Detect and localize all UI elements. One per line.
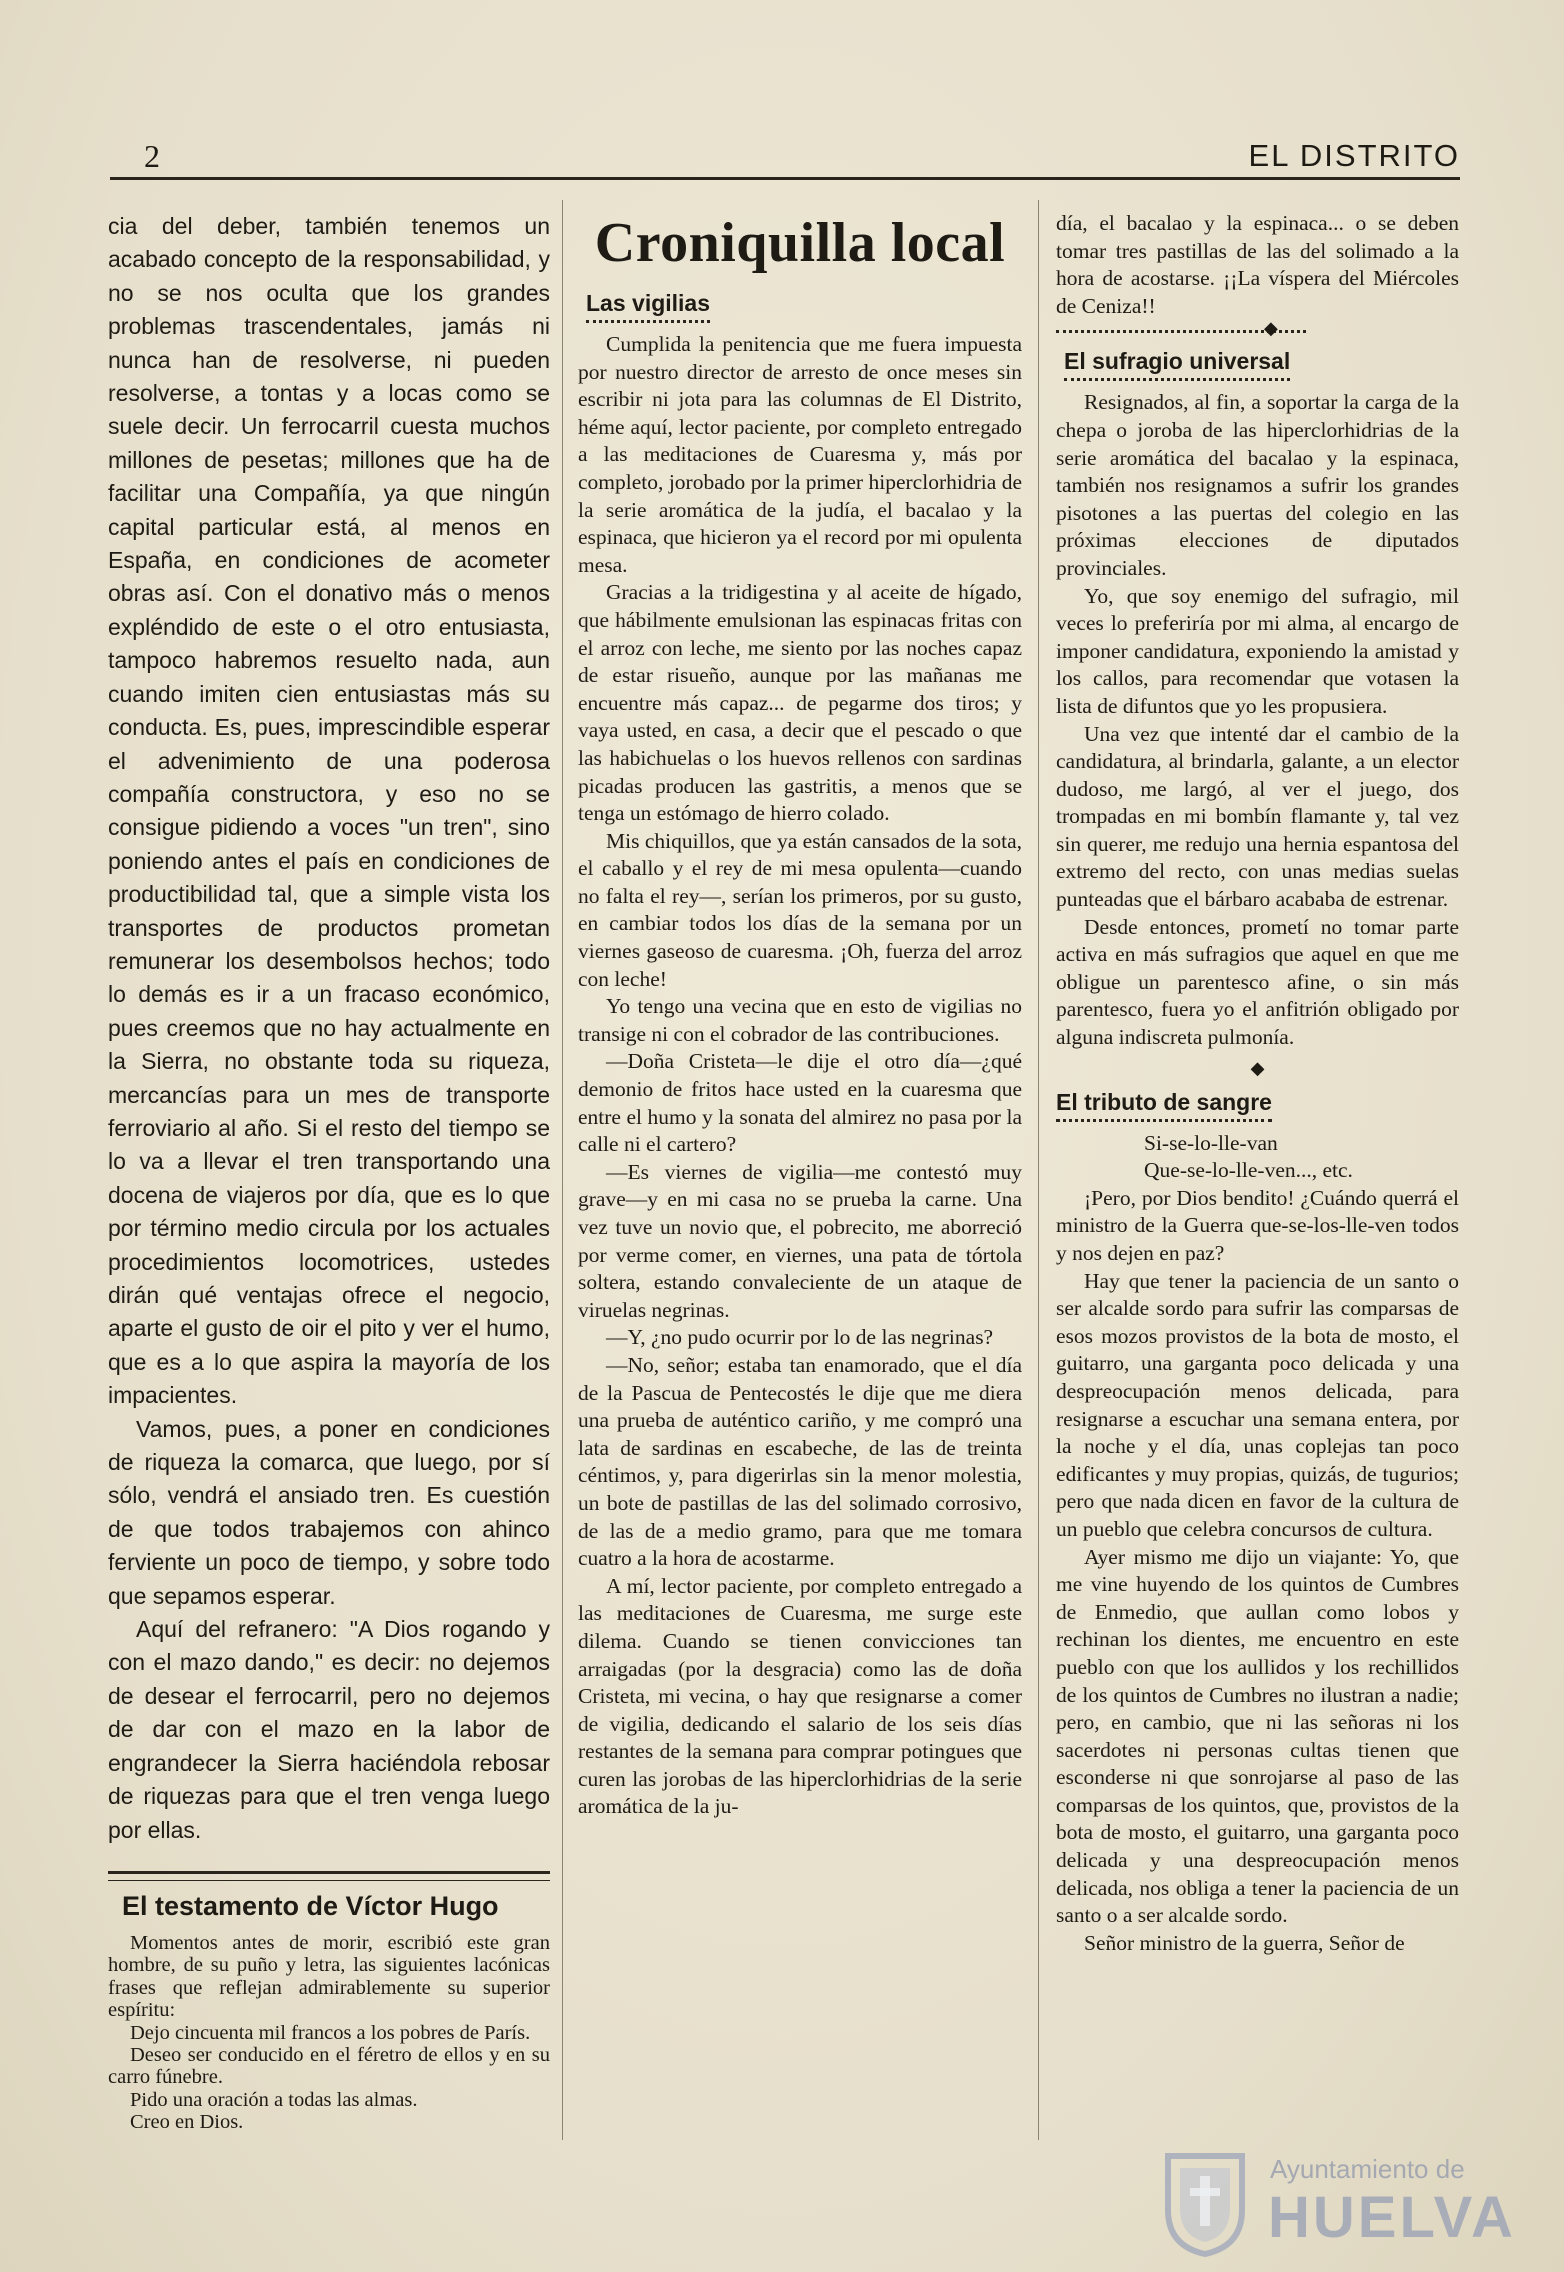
testament-line: Deseo ser conducido en el féretro de ellos y en su carro fúnebre.: [108, 2043, 550, 2089]
subhead-sufragio: El sufragio universal: [1064, 348, 1290, 381]
article-paragraph: Una vez que intenté dar el cambio de la candidatura, al brindarla, galante, a un elector dudoso, me largó, al ver el juego, dos trompadas en mi bombín flamante y, tal vez sin querer, me redujo una hernia espantosa del extremo del recto, con unas medias suelas punteadas que el bárbaro acababa de estrenar.: [1056, 721, 1459, 912]
article-paragraph: Gracias a la tridigestina y al aceite de hígado, que hábilmente emulsionan las espinacas fritas con el arroz con leche, me siento por las noches capaz de estar risueño, aunque por las mañanas me encuentre más capaz... de pegarme dos tiros; y vaya usted, en casa, a decir que el pescado o que las habichuelas o los huevos rellenos con sardinas picadas producen las gastritis, a menos que se tenga un estómago de hierro colado.: [578, 580, 1022, 826]
column-divider: [1038, 200, 1039, 2140]
article-paragraph: A mí, lector paciente, por completo entregado a las meditaciones de Cuaresma, me surge este dilema. Cuando se tienen convicciones tan arraigadas (por la desgracia) como las de doña Cristeta, mi vecina, o hay que resignarse a comer de vigilia, dedicando el salario de los seis días restantes de la semana para comprar potingues que curen las jorobas de las hiperclorhidrias de la serie aromática de la ju-: [578, 1573, 1022, 1819]
page-number: 2: [144, 138, 160, 174]
subhead-tributo: El tributo de sangre: [1056, 1089, 1272, 1122]
diamond-icon: ◆: [1250, 1057, 1265, 1078]
journal-name: EL DISTRITO: [1248, 138, 1460, 173]
article-paragraph: Yo tengo una vecina que en esto de vigilias no transige ni con el cobrador de las contribuciones.: [578, 994, 1022, 1046]
article-paragraph: Desde entonces, prometí no tomar parte activa en más sufragios que aquel en que me obligue un parentesco afine, o sin más parentesco, fuera yo el anfitrión obligado por alguna indiscreta pulmonía.: [1056, 914, 1459, 1050]
watermark-line2: HUELVA: [1268, 2185, 1516, 2250]
testament-title: El testamento de Víctor Hugo: [122, 1890, 499, 1921]
article-paragraph: ¡Pero, por Dios bendito! ¿Cuándo querrá el ministro de la Guerra que-se-los-lle-ven todos y nos dejen en paz?: [1056, 1185, 1459, 1265]
article-paragraph: Ayer mismo me dijo un viajante: Yo, que me vine huyendo de los quintos de Cumbres de Enmedio, que aullan como lobos y rechinan los dientes, me encuentro en este pueblo con que los aullidos y los rechillidos de los quintos de Cumbres no ilustran a nadie; pero, en cambio, que ni las señoras ni los sacerdotes ni personas cultas tienen que esconderse ni que sonrojarse al paso de las comparsas de los quintos, que, provistos de la bota de mosto, el guitarro, una garganta poco delicada y una despreocupación menos delicada, nos obliga a tener la paciencia de un santo o a ser alcalde sordo.: [1056, 1544, 1459, 1928]
testament-line: Creo en Dios.: [130, 2111, 244, 2134]
testament-line: Momentos antes de morir, escribió este gran hombre, de su puño y letra, las siguientes lacónicas frases que reflejan admirablemente su superior espíritu:: [108, 1931, 550, 2022]
article-paragraph: —Doña Cristeta—le dije el otro día—¿qué demonio de fritos hace usted en la cuaresma que entre el humo y la sonata del almirez no pasa por la calle ni el cartero?: [578, 1049, 1022, 1157]
watermark-line1: Ayuntamiento de: [1270, 2154, 1465, 2184]
section-title: Croniquilla local: [594, 212, 1006, 274]
diamond-icon: ◆: [1264, 318, 1278, 339]
subhead-vigilias: Las vigilias: [586, 290, 710, 323]
section-rule: [108, 1871, 550, 1881]
article-paragraph: Resignados, al fin, a soportar la carga de la chepa o joroba de las hiperclorhidrias de la serie aromática del bacalao y la espinaca, también nos resignamos a sufrir los grandes pisotones a las puertas del colegio en las próximas elecciones de diputados provinciales.: [1056, 390, 1459, 580]
article-paragraph: Mis chiquillos, que ya están cansados de la sota, el caballo y el rey de mi mesa opulenta—cuando no falta el rey—, serían los primeros, por su gusto, en cambiar todos los días de la semana por un viernes gaseoso de cuaresma. ¡Oh, fuerza del arroz con leche!: [578, 828, 1022, 991]
verse-line: Que-se-lo-lle-ven..., etc.: [1144, 1158, 1353, 1183]
article-paragraph: día, el bacalao y la espinaca... o se deben tomar tres pastillas de las del solimado a la hora de acostarse. ¡¡La víspera del Miércoles de Ceniza!!: [1056, 211, 1459, 318]
article-paragraph: —Y, ¿no pudo ocurrir por lo de las negrinas?: [606, 1325, 994, 1350]
testament-body: [108, 1932, 550, 2134]
right-column: [1056, 210, 1459, 2140]
article-paragraph: cia del deber, también tenemos un acabado concepto de la responsabilidad, y no se nos oculta que los grandes problemas trascendentales, jamás ni nunca han de resolverse, ni pueden resolverse, a tontas y a locas como se suele decir. Un ferrocarril cuesta muchos millones de pesetas; millones que ha de facilitar una Compañía, ya que ningún capital particular está, al menos en España, en condiciones de acometer obras así. Con el donativo más o menos expléndido de este o el otro entusiasta, tampoco habremos resuelto nada, aun cuando imiten cien entusiastas más su conducta. Es, pues, imprescindible esperar el advenimiento de una poderosa compañía constructora, y eso no se consigue pidiendo a voces "un tren", sino poniendo antes el país en condiciones de productibilidad tal, que a simple vista los transportes de productos prometan remunerar los desembolsos hechos; todo lo demás es ir a un fracaso económico, pues creemos que no hay actualmente en la Sierra, no obstante toda su riqueza, mercancías para un mes de transporte ferroviario al año. Si el resto del tiempo se lo va a llevar el tren transportando una docena de viajeros por día, que es lo que por término medio circula por los actuales procedimientos locomotrices, ustedes dirán qué ventajas ofrece el negocio, aparte el gusto de oir el pito y ver el humo, que es a lo que aspira la mayoría de los impacientes.: [108, 213, 550, 1409]
article-paragraph: —Es viernes de vigilia—me contestó muy grave—y en mi casa no se prueba la carne. Una vez tuve un novio que, el pobrecito, me aborreció por verme comer, en viernes, una pata de tórtola soltera, estando convaleciente de un ataque de viruelas negrinas.: [578, 1159, 1022, 1322]
left-column: [108, 210, 550, 2140]
article-paragraph: —No, señor; estaba tan enamorado, que el día de la Pascua de Pentecostés le dije que me diera una prueba de auténtico cariño, y me compró una lata de sardinas en escabeche, de las de treinta céntimos, y, para digerirlas sin la menor molestia, un bote de pastillas de las del solimado corrosivo, de las de a medio gramo, para que me tomara cuatro a la hora de acostarme.: [578, 1352, 1022, 1571]
article-paragraph: Yo, que soy enemigo del sufragio, mil veces lo preferiría por mi alma, al encargo de imponer candidatura, exponiendo la amistad y los callos, para recomendar que votasen la lista de difuntos que yo les propusiera.: [1056, 583, 1459, 718]
article-paragraph: Hay que tener la paciencia de un santo o ser alcalde sordo para sufrir las comparsas de esos mozos provistos de la bota de mosto, el guitarro, una garganta poco delicada y una despreocupación menos delicada, para resignarse a escuchar una semana entera, por la noche y el día, unas coplejas tan poco edificantes y muy propias, quizás, de tugurios; pero que nada dicen en favor de la cultura de un pueblo que celebra concursos de cultura.: [1056, 1268, 1459, 1541]
verse-line: Si-se-lo-lle-van: [1144, 1130, 1278, 1155]
page-header: [110, 138, 1460, 178]
coat-of-arms-icon: [1160, 2148, 1250, 2258]
column-divider: [562, 200, 563, 2140]
header-rule: [110, 177, 1460, 180]
divider-ornament: [1056, 320, 1459, 342]
archive-watermark: [1160, 2148, 1516, 2258]
article-paragraph: Vamos, pues, a poner en condiciones de riqueza la comarca, que luego, por sí sólo, vendrá el ansiado tren. Es cuestión de que todos trabajemos con ahinco ferviente un poco de tiempo, y sobre todo que sepamos esperar.: [108, 1415, 550, 1609]
testament-line: Dejo cincuenta mil francos a los pobres de París.: [130, 2021, 531, 2044]
article-paragraph: Cumplida la penitencia que me fuera impuesta por nuestro director de arresto de once meses sin escribir ni jota para las columnas de El Distrito, héme aquí, lector paciente, por completo entregado a las meditaciones de Cuaresma y, más por completo, jorobado por la primer hiperclorhidria de la serie aromática de la judía, el bacalao y la espinaca, que hicieron ya el record por mi opulenta mesa.: [578, 332, 1022, 577]
article-paragraph: Señor ministro de la guerra, Señor de: [1084, 1930, 1405, 1955]
middle-column: [578, 210, 1022, 2140]
testament-line: Pido una oración a todas las almas.: [130, 2088, 418, 2111]
article-paragraph: Aquí del refranero: "A Dios rogando y con el mazo dando," es decir: no dejemos de desear el ferrocarril, pero no dejemos de dar con el mazo en la labor de engrandecer la Sierra haciéndola rebosar de riquezas para que el tren venga luego por ellas.: [108, 1616, 550, 1843]
